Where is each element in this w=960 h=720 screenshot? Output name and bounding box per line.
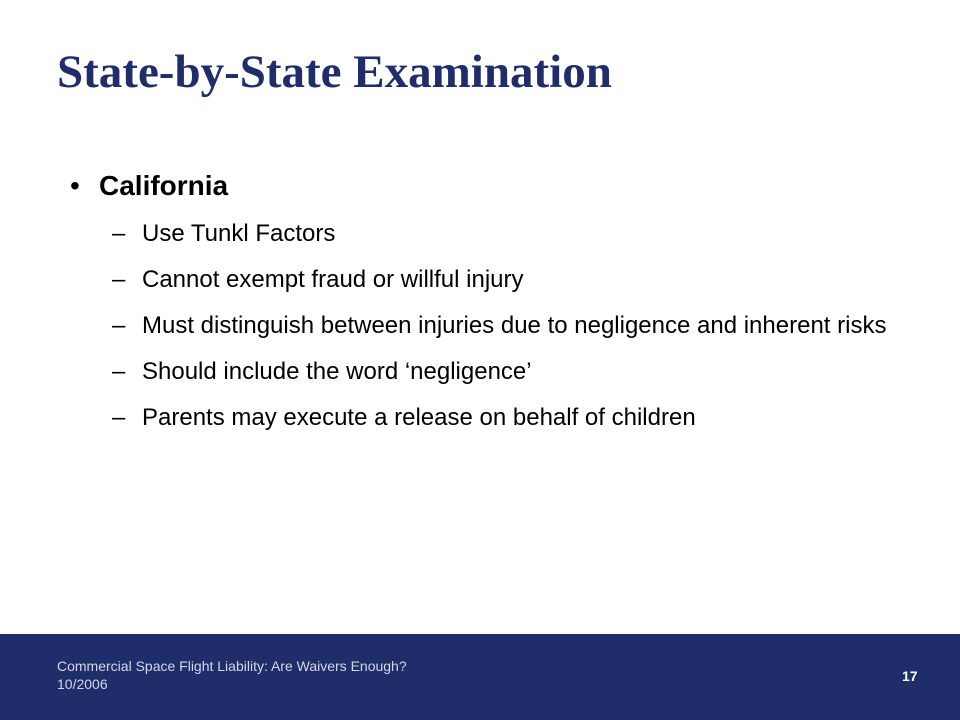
slide-title: State-by-State Examination: [57, 46, 612, 98]
bullet-california: [70, 166, 228, 206]
dash-icon: –: [112, 312, 126, 339]
dash-icon: –: [112, 220, 126, 247]
dash-icon: –: [112, 266, 126, 293]
footer-presentation-title: Commercial Space Flight Liability: Are Waivers Enough?: [57, 658, 407, 674]
sub-bullet-item: [112, 220, 912, 248]
sub-bullet-text: Must distinguish between injuries due to negligence and inherent risks: [142, 312, 887, 339]
sub-bullet-text: Use Tunkl Factors: [142, 220, 336, 247]
footer-date: 10/2006: [57, 676, 108, 692]
bullet-label: California: [99, 170, 229, 201]
dash-icon: –: [112, 404, 126, 431]
bullet-dot-icon: •: [70, 170, 80, 201]
page-number: 17: [902, 668, 918, 684]
sub-bullet-text: Should include the word ‘negligence’: [142, 358, 532, 385]
sub-bullet-item: [112, 312, 912, 340]
sub-bullet-text: Parents may execute a release on behalf of children: [142, 404, 696, 431]
sub-bullet-item: [112, 266, 912, 294]
sub-bullet-item: [112, 404, 912, 432]
sub-bullet-item: [112, 358, 912, 386]
sub-bullet-text: Cannot exempt fraud or willful injury: [142, 266, 524, 293]
footer-bar: [0, 634, 960, 720]
footer-text: [57, 657, 407, 693]
dash-icon: –: [112, 358, 126, 385]
sub-bullet-list: [112, 220, 912, 450]
